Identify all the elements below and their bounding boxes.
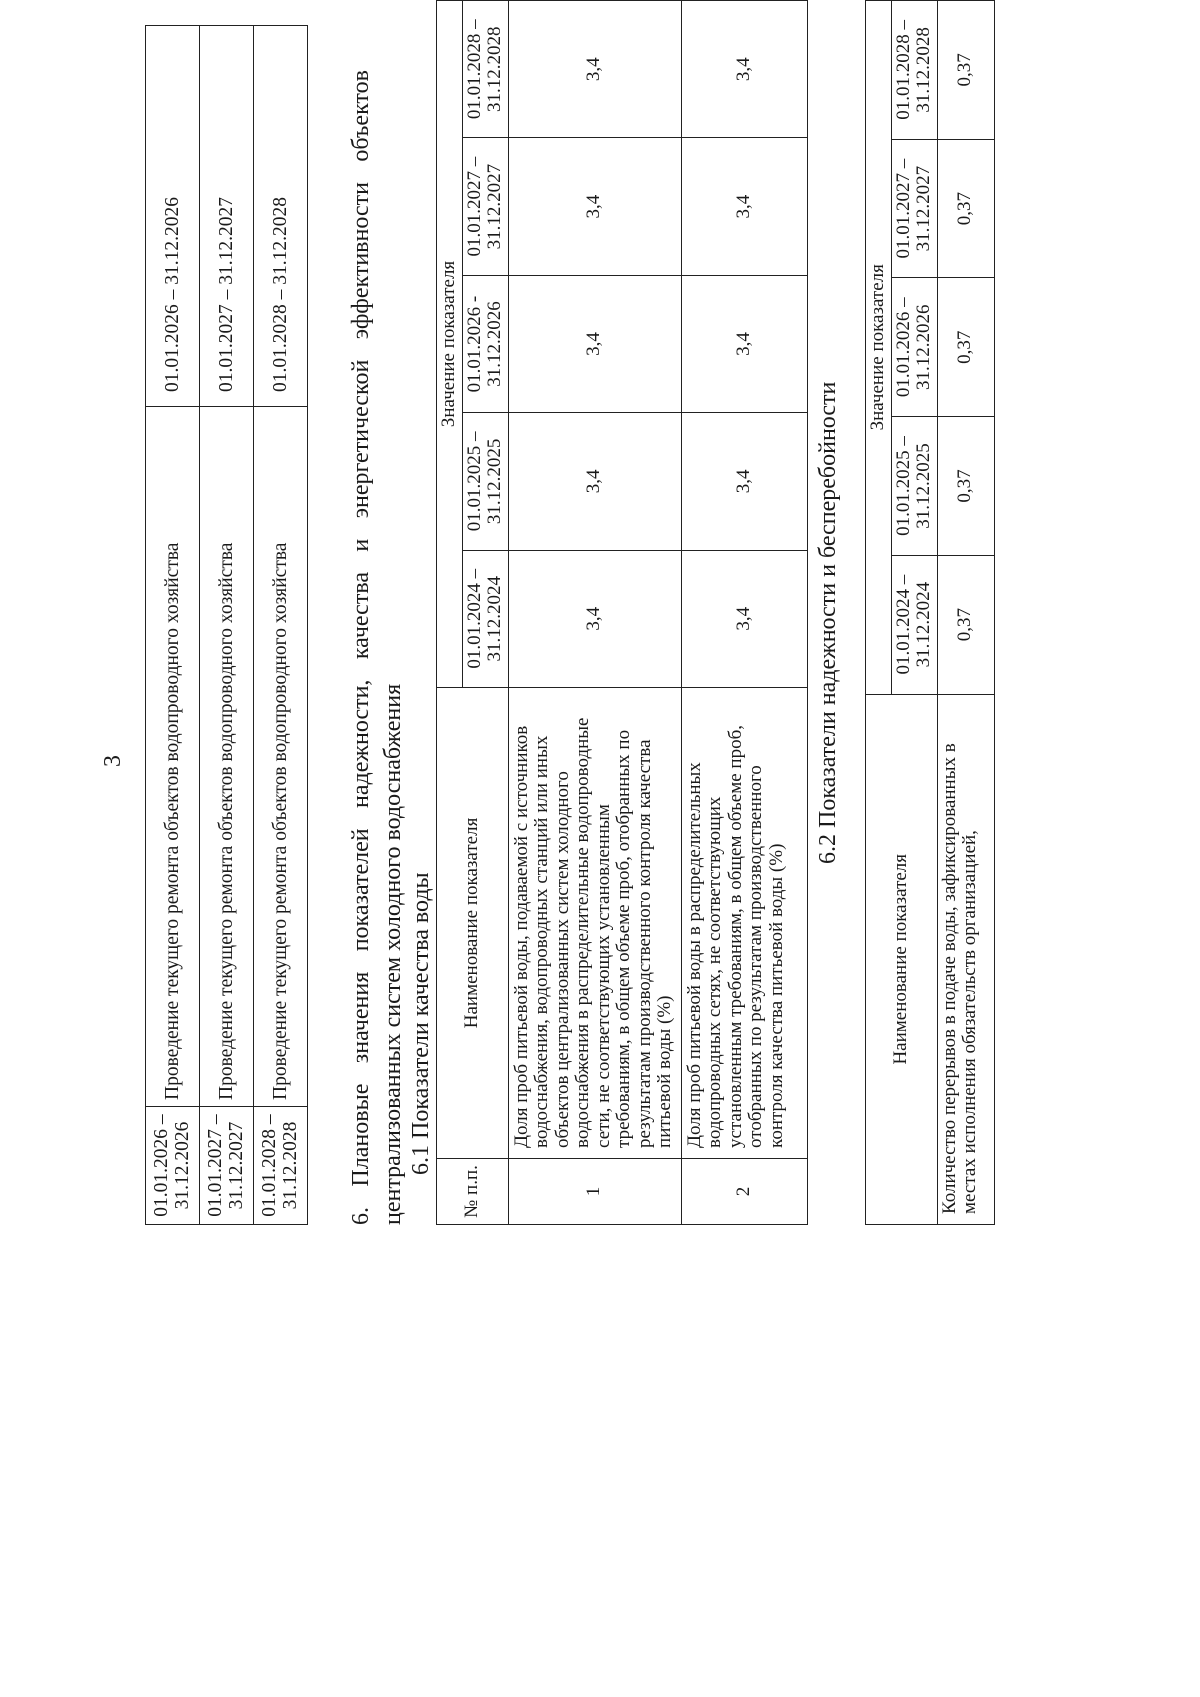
row-value: 3,4: [681, 275, 807, 412]
row-value: 0,37: [937, 417, 994, 556]
header-period: 01.01.2025 – 31.12.2025: [891, 417, 937, 556]
header-period: 01.01.2027 – 31.12.2027: [891, 139, 937, 278]
period-cell: 01.01.2028 – 31.12.2028: [254, 1107, 308, 1225]
table-row: [146, 26, 200, 1225]
table-header-row: [437, 1, 463, 1225]
table-row: [508, 1, 681, 1225]
row-num: 2: [681, 1158, 807, 1224]
row-name: Доля проб питьевой воды в распределительных водопроводных сетях, не соответствующих установленным требованиям, в общем объеме проб, отобранных по результатам производственного контроля качества питьевой воды (%): [681, 687, 807, 1158]
table-row: [937, 1, 994, 1225]
row-value: 3,4: [508, 1, 681, 138]
section-6-heading-line1: 6. Плановые значения показателей надежности, качества и энергетической эффективности объектов: [348, 70, 374, 1225]
row-value: 0,37: [937, 139, 994, 278]
header-name: Наименование показателя: [866, 694, 938, 1224]
header-period: 01.01.2024 – 31.12.2024: [891, 555, 937, 694]
row-value: 0,37: [937, 1, 994, 140]
period-cell: 01.01.2027 – 31.12.2027: [200, 1107, 254, 1225]
row-value: 3,4: [681, 138, 807, 275]
water-quality-table: [436, 0, 808, 1225]
section-6-1-title: 6.1 Показатели качества воды: [408, 872, 434, 1175]
table-row: [681, 1, 807, 1225]
header-period: 01.01.2024 – 31.12.2024: [462, 550, 508, 687]
activity-cell: Проведение текущего ремонта объектов водопроводного хозяйства: [200, 407, 254, 1107]
header-period: 01.01.2026 – 31.12.2026: [891, 278, 937, 417]
section-6-heading: [345, 70, 409, 1225]
row-value: 3,4: [508, 275, 681, 412]
header-period: 01.01.2027 – 31.12.2027: [462, 138, 508, 275]
header-period: 01.01.2026 - 31.12.2026: [462, 275, 508, 412]
row-value: 3,4: [681, 413, 807, 550]
row-name: Количество перерывов в подаче воды, зафиксированных в местах исполнения обязательств организацией,: [937, 694, 994, 1224]
activity-cell: Проведение текущего ремонта объектов водопроводного хозяйства: [146, 407, 200, 1107]
row-name: Доля проб питьевой воды, подаваемой с источников водоснабжения, водопроводных станций или иных объектов централизованных систем холодного водоснабжения в распределительные водопроводные сети, не соответствующих установленным требованиям, в общем объеме проб, отобранных по результатам производственного контроля качества питьевой воды (%): [508, 687, 681, 1158]
range-cell: 01.01.2028 – 31.12.2028: [254, 26, 308, 407]
range-cell: 01.01.2026 – 31.12.2026: [146, 26, 200, 407]
range-cell: 01.01.2027 – 31.12.2027: [200, 26, 254, 407]
period-cell: 01.01.2026 – 31.12.2026: [146, 1107, 200, 1225]
section-6-2-title: 6.2 Показатели надежности и бесперебойности: [815, 381, 841, 864]
header-num: № п.п.: [437, 1158, 509, 1224]
header-period: 01.01.2028 – 31.12.2028: [462, 1, 508, 138]
section-6-heading-line2: централизованных систем холодного водоснабжения: [380, 683, 406, 1225]
row-value: 3,4: [681, 550, 807, 687]
header-value-group: Значение показателя: [437, 1, 463, 688]
row-value: 3,4: [681, 1, 807, 138]
reliability-table: [865, 0, 995, 1225]
row-value: 3,4: [508, 138, 681, 275]
header-period: 01.01.2025 – 31.12.2025: [462, 413, 508, 550]
page-number: 3: [100, 755, 126, 767]
table-row: [200, 26, 254, 1225]
table-row: [254, 26, 308, 1225]
row-value: 3,4: [508, 550, 681, 687]
row-num: 1: [508, 1158, 681, 1224]
table-header-row: [866, 1, 892, 1225]
header-value-group: Значение показателя: [866, 1, 892, 695]
row-value: 0,37: [937, 555, 994, 694]
activity-cell: Проведение текущего ремонта объектов водопроводного хозяйства: [254, 407, 308, 1107]
header-period: 01.01.2028 – 31.12.2028: [891, 1, 937, 140]
row-value: 0,37: [937, 278, 994, 417]
repair-schedule-table: [145, 25, 308, 1225]
header-name: Наименование показателя: [437, 687, 509, 1158]
row-value: 3,4: [508, 413, 681, 550]
